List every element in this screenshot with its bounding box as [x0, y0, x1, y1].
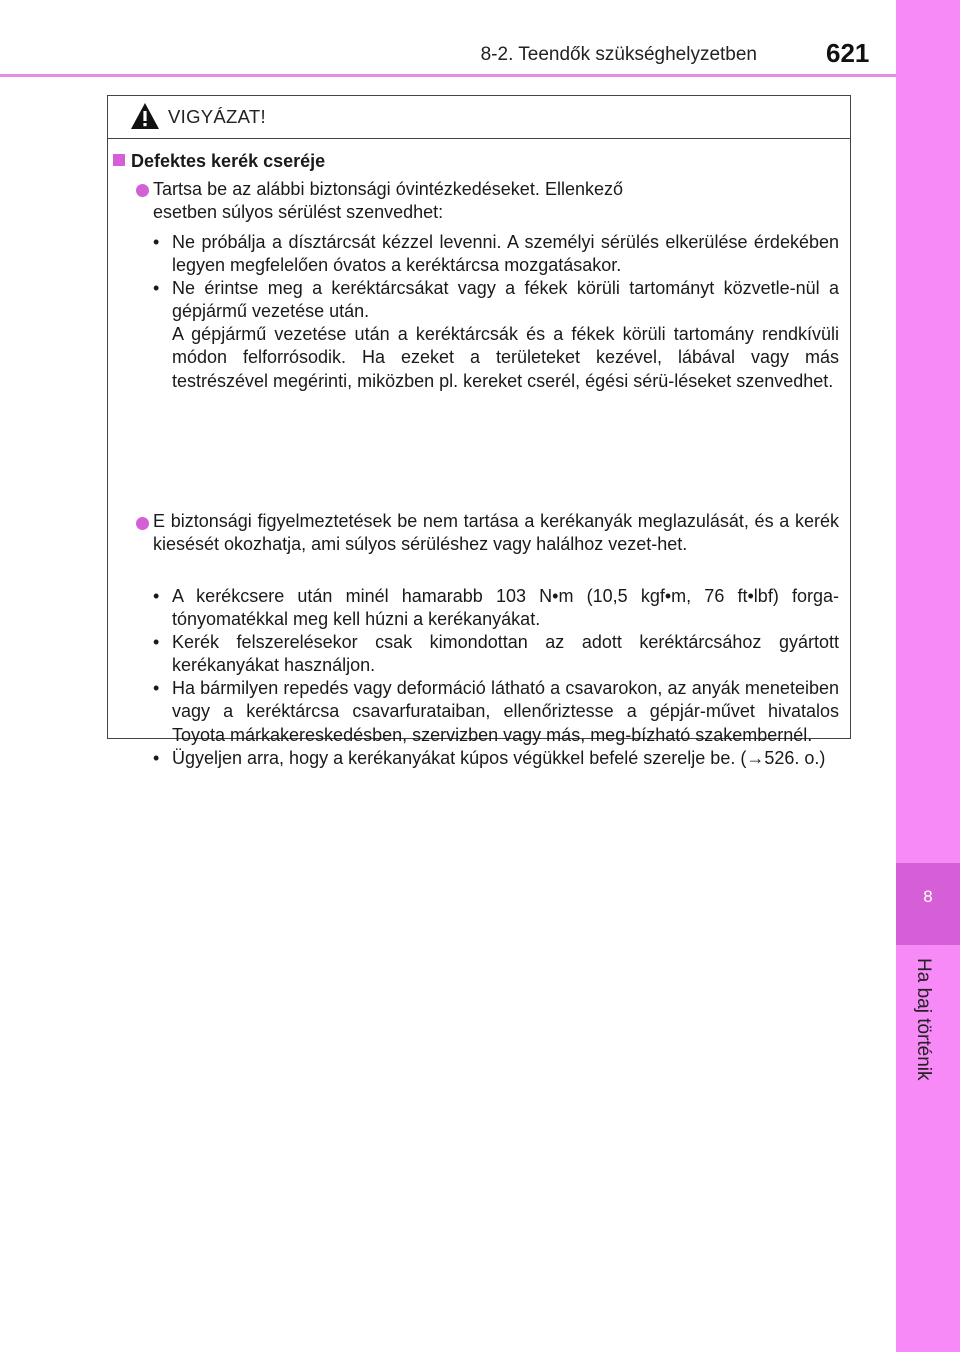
- list-item-text: Ne érintse meg a keréktárcsákat vagy a fékek körüli tartományt közvetle-nül a gépjármű vezetése után.: [172, 278, 839, 322]
- list-item-text: Kerék felszerelésekor csak kimondottan az adott keréktárcsához gyártott kerékanyákat használjon.: [172, 632, 839, 676]
- point-text: Tartsa be az alábbi biztonsági óvintézkedéseket. Ellenkező esetben súlyos sérülést szenvedhet:: [153, 179, 623, 223]
- point-text: E biztonsági figyelmeztetések be nem tartása a kerékanyák meglazulását, és a kerék kiesését okozhatja, ami súlyos sérüléshez vagy halálhoz vezet-het.: [153, 511, 839, 555]
- warning-title: VIGYÁZAT!: [168, 106, 266, 127]
- warning-header: [108, 96, 850, 139]
- header-section-title: 8-2. Teendők szükséghelyzetben: [480, 44, 757, 65]
- chapter-side-tab: [896, 0, 960, 1352]
- list-item-text: A kerékcsere után minél hamarabb 103 N•m (10,5 kgf•m, 76 ft•lbf) forga-tónyomatékkal meg kell húzni a kerékanyákat.: [172, 586, 839, 630]
- list-item-subtext: A gépjármű vezetése után a keréktárcsák és a fékek körüli tartomány rendkívüli módon felforrósodik. Ha ezeket a területeket kezével, lábával vagy más testrészével megérinti, miközben pl. kereket cserél, égési sérü-léseket szenvedhet.: [172, 324, 839, 391]
- list-item: • A kerékcsere után minél hamarabb 103 N•m (10,5 kgf•m, 76 ft•lbf) forga-tónyomatékkal meg kell húzni a kerékanyákat.: [153, 586, 839, 630]
- list-item: • Ha bármilyen repedés vagy deformáció látható a csavarokon, az anyák meneteiben vagy a keréktárcsa csavarfurataiban, ellenőriztesse a gépjár-művet hivatalos Toyota márkakereskedésben, szervizben vagy más, meg-bízható szakembernél.: [153, 678, 839, 745]
- page-number: 621: [826, 38, 870, 68]
- bullet-list: [153, 231, 839, 393]
- round-bullet-icon: [136, 184, 149, 197]
- chapter-number: 8: [923, 887, 933, 906]
- chapter-number-box: [896, 863, 960, 945]
- header-rule: [0, 74, 896, 77]
- list-item-text: Ha bármilyen repedés vagy deformáció látható a csavarokon, az anyák meneteiben vagy a keréktárcsa csavarfurataiban, ellenőriztesse a gépjár-művet hivatalos Toyota márkakereskedésben, szervizben vagy más, meg-bízható szakembernél.: [172, 678, 839, 745]
- warning-box: [107, 95, 851, 768]
- chapter-title: Ha baj történik: [913, 958, 934, 1081]
- bullet-list: [153, 585, 839, 770]
- list-item: • Kerék felszerelésekor csak kimondottan az adott keréktárcsához gyártott kerékanyákat használjon.: [153, 632, 839, 676]
- list-item: • Ne próbálja a dísztárcsát kézzel levenni. A személyi sérülés elkerülése érdekében legyen megfelelően óvatos a keréktárcsa mozgatásakor.: [153, 232, 839, 276]
- list-item-text: Ügyeljen arra, hogy a kerékanyákat kúpos végükkel befelé szerelje be. (→526. o.): [172, 747, 826, 768]
- section-heading: [113, 151, 325, 172]
- section-heading-text: Defektes kerék cseréje: [131, 151, 326, 171]
- round-bullet-icon: [136, 517, 149, 530]
- list-item: • Ügyeljen arra, hogy a kerékanyákat kúpos végükkel befelé szerelje be. (→526. o.): [153, 747, 826, 768]
- square-bullet-icon: [113, 154, 125, 166]
- warning-triangle-icon: [130, 102, 160, 130]
- list-item: • Ne érintse meg a keréktárcsákat vagy a fékek körüli tartományt közvetle-nül a gépjármű vezetése után. A gépjármű vezetése után a keréktárcsák és a fékek körüli tartomány rendkívüli módon felforrósodik. Ha ezeket a területeket kezével, lábával vagy más testrészével megérinti, miközben pl. kereket cserél, égési sérü-léseket szenvedhet.: [153, 277, 839, 392]
- list-item-text: Ne próbálja a dísztárcsát kézzel levenni. A személyi sérülés elkerülése érdekében legyen megfelelően óvatos a keréktárcsa mozgatásakor.: [172, 232, 839, 276]
